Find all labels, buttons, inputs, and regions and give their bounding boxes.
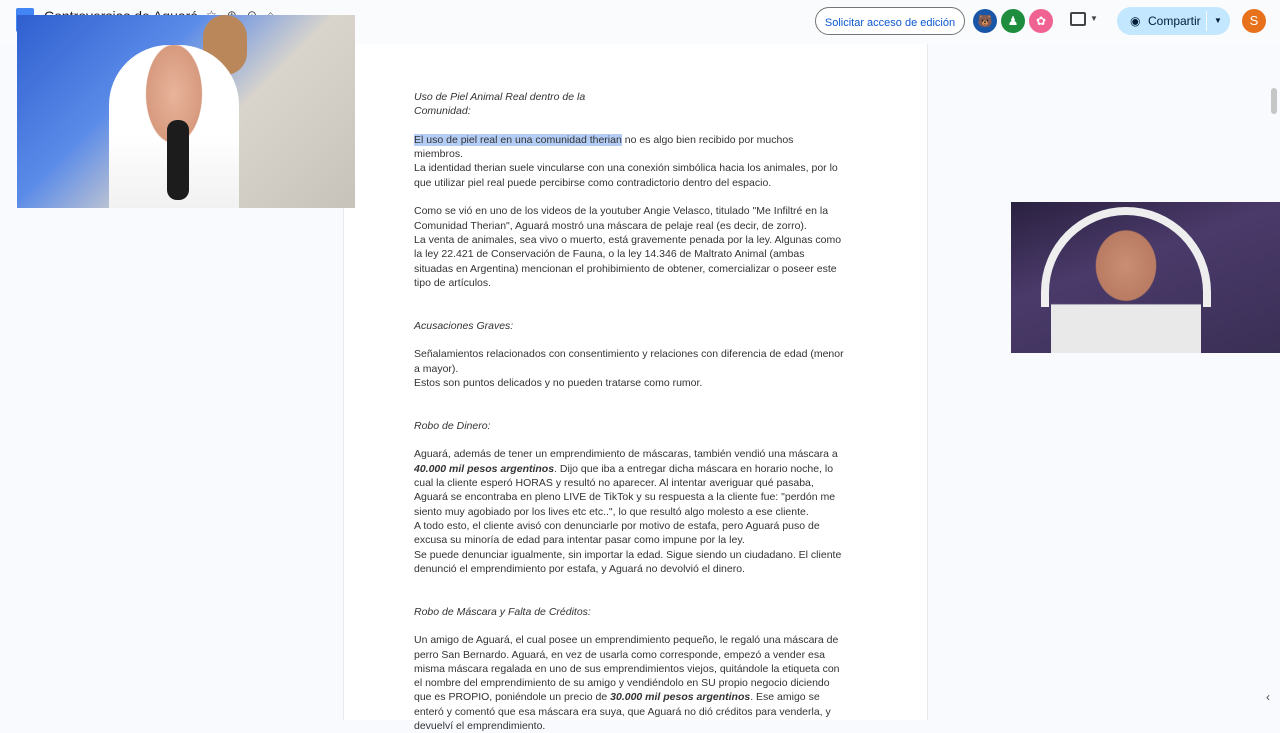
paragraph: siento muy agobiado por los lives etc etc..", lo que resultó algo molesto a ese cliente. [414,505,809,518]
section-heading: Acusaciones Graves: [414,319,514,332]
paragraph: devuelví el emprendimiento. [414,720,546,733]
chevron-down-icon: ▼ [1090,14,1098,24]
collaborator-avatar-bear[interactable]: 🐻 [973,9,997,33]
paragraph: enteró y comentó que esa máscara era suya, que Aguará no dió créditos para venderla, y [414,705,831,718]
paragraph: Se puede denunciar igualmente, sin importar la edad. Sigue siendo un ciudadano. El cliente [414,548,842,561]
share-button[interactable] [1117,7,1230,35]
bold-amount: 40.000 mil pesos argentinos [414,462,555,475]
paragraph: A todo esto, el cliente avisó con denunciarle por motivo de estafa, pero Aguará puso de [414,519,820,532]
paragraph: a mayor). [414,362,459,375]
paragraph: que es PROPIO, poniéndole un precio de 30.000 mil pesos argentinos. Ese amigo se [414,691,820,704]
paragraph: cual la cliente esperó HORAS y resultó no aparecer. Al intentar averiguar qué pasaba, [414,477,814,490]
paragraph: miembros. [414,148,464,161]
paragraph: La identidad therian suele vincularse con una conexión simbólica hacia los animales, por lo [414,162,838,175]
paragraph: el nombre del emprendimiento de su amigo y vendiéndolo en SU propio negocio diciendo [414,677,830,690]
chevron-left-icon[interactable]: ‹ [1266,690,1270,704]
selected-text: El uso de piel real en una comunidad therian [414,133,622,146]
paragraph: Aguará, además de tener un emprendimiento de máscaras, también vendió una máscara a [414,448,838,461]
share-dropdown-icon[interactable]: ▼ [1214,16,1222,25]
paragraph: perro San Bernardo. Aguará, en vez de usarla como corresponde, empezó a vender esa [414,648,825,661]
paragraph: misma máscara regalada en uno de sus emprendimientos viejos, quitándole la etiqueta con [414,662,840,675]
globe-icon: ◉ [1130,14,1141,28]
document-body[interactable] [414,90,859,733]
paragraph: Un amigo de Aguará, el cual posee un emprendimiento pequeño, le regaló una máscara de [414,634,839,647]
user-avatar[interactable]: S [1242,9,1266,33]
paragraph: tipo de artículos. [414,276,492,289]
section-heading: Uso de Piel Animal Real dentro de la [414,91,586,103]
paragraph: excusa su minoría de edad para intentar pasar como impune por la ley. [414,534,745,547]
paragraph: 40.000 mil pesos argentinos. Dijo que iba a entregar dicha máscara en horario noche, lo [414,462,834,475]
paragraph: Aguará se encontraba en pleno LIVE de TikTok y su respuesta a la cliente fue: "perdón me [414,491,836,504]
document-page[interactable] [343,44,928,733]
paragraph: Comunidad Therian", Aguará mostró una máscara de pelaje real (es decir, de zorro). [414,219,807,232]
section-heading: Robo de Máscara y Falta de Créditos: [414,605,591,618]
paragraph: Señalamientos relacionados con consentimiento y relaciones con diferencia de edad (menor [414,348,844,361]
webcam-overlay-right [1011,202,1280,353]
request-edit-access-button[interactable]: Solicitar acceso de edición [815,7,965,35]
section-heading: Robo de Dinero: [414,419,491,432]
share-divider [1206,11,1207,31]
paragraph: El uso de piel real en una comunidad therian no es algo bien recibido por muchos [414,133,794,146]
paragraph: denunció el emprendimiento por estafa, y Aguará no devolvió el dinero. [414,562,745,575]
video-camera-icon [1070,12,1086,26]
share-label: Compartir [1148,14,1201,28]
webcam-overlay-left [17,15,355,208]
bold-amount: 30.000 mil pesos argentinos [610,691,751,704]
paragraph: situadas en Argentina) mencionan el prohibimiento de obtener, comercializar o poseer este [414,262,837,275]
paragraph: Estos son puntos delicados y no pueden tratarse como rumor. [414,376,703,389]
section-heading: Comunidad: [414,105,471,118]
collaborator-avatar-pink[interactable]: ✿ [1029,9,1053,33]
paragraph: que utilizar piel real puede percibirse como contradictorio dentro del espacio. [414,176,772,189]
collaborator-avatar-green[interactable]: ♟ [1001,9,1025,33]
scrollbar-thumb[interactable] [1271,88,1277,114]
paragraph: La venta de animales, sea vivo o muerto, está gravemente penada por la ley. Algunas como [414,233,842,246]
microphone-image [167,120,189,200]
paragraph: Como se vió en uno de los videos de la youtuber Angie Velasco, titulado "Me Infiltré en la [414,205,829,218]
paragraph: la ley 22.421 de Conservación de Fauna, o la ley 14.346 de Maltrato Animal (ambas [414,248,805,261]
meet-button[interactable] [1070,11,1098,26]
